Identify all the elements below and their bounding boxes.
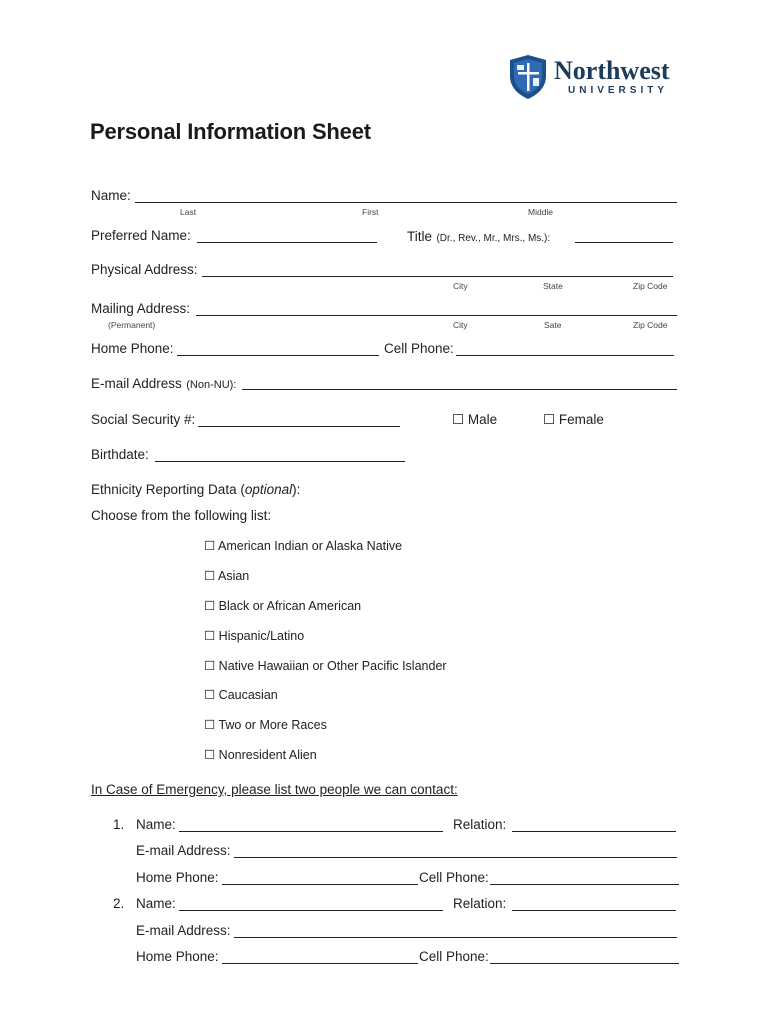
ethnicity-heading-optional: optional [244, 482, 293, 497]
contact-1-email-field[interactable] [234, 857, 677, 858]
contact-1-number: 1. [113, 817, 125, 832]
contact-2-name-field[interactable] [179, 910, 443, 911]
contact-2-name-label: Name: [136, 896, 176, 911]
contact-1-relation-label: Relation: [453, 817, 507, 832]
contact-2-number: 2. [113, 896, 125, 911]
title-label [407, 228, 550, 246]
contact-1-cell-label: Cell Phone: [419, 870, 489, 885]
logo-subname: UNIVERSITY [568, 85, 669, 96]
ethnicity-option-two-or-more[interactable]: ☐ Two or More Races [204, 718, 327, 732]
mailing-address-label: Mailing Address: [91, 301, 191, 316]
home-phone-field[interactable] [177, 355, 379, 356]
shield-icon [508, 54, 548, 100]
physical-state-caption: State [543, 281, 563, 291]
birthdate-field[interactable] [155, 461, 405, 462]
ethnicity-option-black[interactable]: ☐ Black or African American [204, 599, 362, 613]
email-hint: (Non-NU): [186, 379, 237, 391]
ethnicity-subheading: Choose from the following list: [91, 508, 272, 523]
mailing-permanent-caption: (Permanent) [108, 320, 156, 330]
contact-2-relation-label: Relation: [453, 896, 507, 911]
contact-2-home-field[interactable] [222, 963, 418, 964]
email-label [91, 375, 236, 393]
ethnicity-heading [91, 482, 300, 497]
contact-2-cell-label: Cell Phone: [419, 949, 489, 964]
title-hint: (Dr., Rev., Mr., Mrs., Ms.): [436, 233, 551, 244]
contact-1-cell-field[interactable] [490, 884, 679, 885]
ethnicity-option-pacific-islander[interactable]: ☐ Native Hawaiian or Other Pacific Islander [204, 659, 447, 673]
name-label: Name: [91, 188, 131, 203]
mailing-address-field[interactable] [196, 315, 677, 316]
home-phone-label: Home Phone: [91, 341, 174, 356]
email-field[interactable] [242, 389, 677, 390]
contact-2-email-field[interactable] [234, 937, 677, 938]
cell-phone-field[interactable] [456, 355, 674, 356]
emergency-heading: In Case of Emergency, please list two people we can contact: [91, 782, 458, 797]
contact-1-name-label: Name: [136, 817, 176, 832]
contact-2-home-label: Home Phone: [136, 949, 219, 964]
physical-zip-caption: Zip Code [633, 281, 668, 291]
preferred-name-label: Preferred Name: [91, 228, 191, 243]
mailing-city-caption: City [453, 320, 468, 330]
ethnicity-heading-pre: Ethnicity Reporting Data ( [91, 482, 245, 497]
ssn-label: Social Security #: [91, 412, 196, 427]
email-label-text: E-mail Address [91, 376, 182, 391]
physical-address-field[interactable] [202, 276, 673, 277]
mailing-zip-caption: Zip Code [633, 320, 668, 330]
contact-1-email-label: E-mail Address: [136, 843, 231, 858]
birthdate-label: Birthdate: [91, 447, 149, 462]
name-last-caption: Last [180, 207, 197, 217]
contact-1-home-label: Home Phone: [136, 870, 219, 885]
university-logo [508, 54, 683, 102]
female-checkbox[interactable]: ☐ Female [543, 412, 604, 427]
ssn-field[interactable] [198, 426, 400, 427]
ethnicity-option-asian[interactable]: ☐ Asian [204, 569, 250, 583]
contact-1-home-field[interactable] [222, 884, 418, 885]
contact-1-relation-field[interactable] [512, 831, 676, 832]
ethnicity-option-hispanic[interactable]: ☐ Hispanic/Latino [204, 629, 305, 643]
page-title: Personal Information Sheet [90, 119, 371, 144]
mailing-state-caption: Sate [544, 320, 562, 330]
ethnicity-option-nonresident[interactable]: ☐ Nonresident Alien [204, 748, 317, 762]
contact-1-name-field[interactable] [179, 831, 443, 832]
preferred-name-field[interactable] [197, 242, 377, 243]
title-field[interactable] [575, 242, 673, 243]
name-first-caption: First [362, 207, 379, 217]
name-middle-caption: Middle [528, 207, 554, 217]
ethnicity-option-american-indian[interactable]: ☐ American Indian or Alaska Native [204, 539, 403, 553]
ethnicity-heading-post: ): [292, 482, 301, 497]
name-field[interactable] [135, 202, 677, 203]
logo-name: Northwest [554, 56, 670, 85]
male-checkbox[interactable]: ☐ Male [452, 412, 498, 427]
physical-city-caption: City [453, 281, 468, 291]
title-label-text: Title [407, 229, 433, 244]
ethnicity-option-caucasian[interactable]: ☐ Caucasian [204, 688, 278, 702]
physical-address-label: Physical Address: [91, 262, 198, 277]
contact-2-relation-field[interactable] [512, 910, 676, 911]
cell-phone-label: Cell Phone: [384, 341, 454, 356]
contact-2-email-label: E-mail Address: [136, 923, 231, 938]
contact-2-cell-field[interactable] [490, 963, 679, 964]
